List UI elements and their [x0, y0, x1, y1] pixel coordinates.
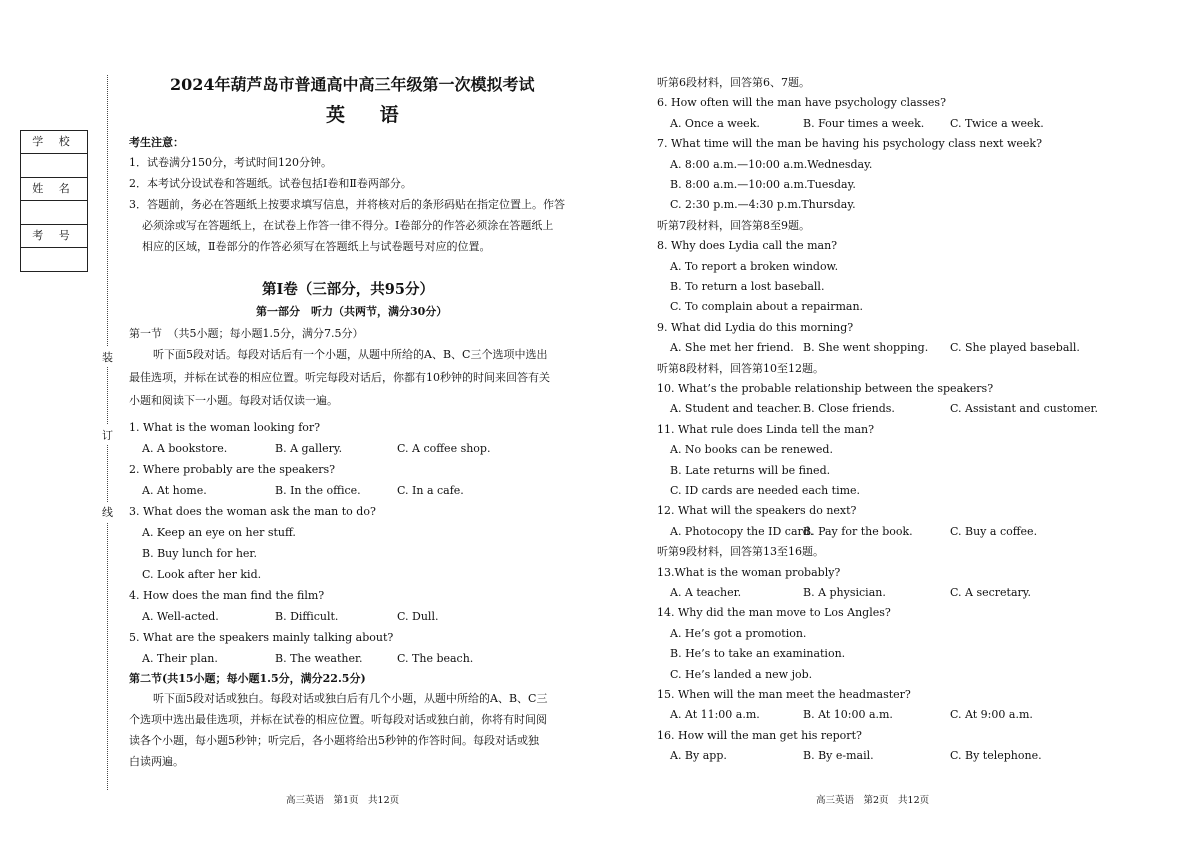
q2-option-c[interactable]: C. In a cafe.	[397, 484, 464, 497]
right-question: 15. When will the man meet the headmaster?	[657, 688, 911, 701]
right-option[interactable]: C. Buy a coffee.	[950, 524, 1038, 538]
right-question: 13.What is the woman probably?	[657, 565, 841, 579]
exam-number-field[interactable]	[21, 248, 87, 271]
notice-item-3-cont2: 相应的区域，Ⅱ卷部分的作答必须写在答题纸上与试卷题号对应的位置。	[142, 240, 491, 253]
notice-item-2: 2．本考试分设试卷和答题纸。试卷包括Ⅰ卷和Ⅱ卷两部分。	[129, 177, 412, 190]
school-label: 学 校	[21, 131, 87, 154]
subject-title: 英 语	[326, 104, 413, 126]
part-title: 第Ⅰ卷（三部分，共95分）	[262, 281, 434, 298]
question-1: 1. What is the woman looking for?	[129, 421, 321, 434]
material-instruction: 听第6段材料，回答第6、7题。	[657, 76, 810, 89]
section2-heading: 第二节(共15小题；每小题1.5分，满分22.5分)	[129, 672, 366, 685]
q2-option-a[interactable]: A. At home.	[142, 484, 207, 497]
q5-option-a[interactable]: A. Their plan.	[142, 652, 218, 665]
q1-option-c[interactable]: C. A coffee shop.	[397, 442, 491, 455]
section1-instr-2: 最佳选项，并标在试卷的相应位置。听完每段对话后，你都有10秒钟的时间来回答有关	[129, 371, 550, 384]
right-option[interactable]: B. She went shopping.	[803, 341, 929, 355]
right-option[interactable]: C. A secretary.	[950, 586, 1032, 599]
right-option[interactable]: A. Photocopy the ID card.	[670, 524, 814, 538]
exam-number-label: 考 号	[21, 225, 87, 248]
binding-char-xian: 线	[102, 502, 113, 522]
section2-instr-2: 个选项中选出最佳选项，并标在试卷的相应位置。听每段对话或独白前，你将有时间阅	[129, 713, 547, 726]
right-option[interactable]: B. At 10:00 a.m.	[803, 708, 893, 722]
right-option[interactable]: B. Pay for the book.	[803, 524, 913, 538]
q3-option-c[interactable]: C. Look after her kid.	[142, 568, 262, 581]
right-option[interactable]: C. 2:30 p.m.—4:30 p.m.Thursday.	[670, 198, 856, 212]
right-option[interactable]: A. 8:00 a.m.—10:00 a.m.Wednesday.	[670, 157, 873, 171]
right-option[interactable]: A. He’s got a promotion.	[670, 626, 807, 640]
material-instruction: 听第8段材料，回答第10至12题。	[657, 361, 824, 375]
section1-instr-3: 小题和阅读下一小题。每段对话仅读一遍。	[129, 394, 338, 407]
q2-option-b[interactable]: B. In the office.	[275, 484, 361, 497]
right-question: 10. What’s the probable relationship between the speakers?	[657, 382, 994, 395]
right-option[interactable]: B. Close friends.	[803, 402, 895, 416]
name-label: 姓 名	[21, 178, 87, 201]
q1-option-a[interactable]: A. A bookstore.	[142, 442, 228, 455]
right-option[interactable]: B. 8:00 a.m.—10:00 a.m.Tuesday.	[670, 178, 856, 191]
right-question: 11. What rule does Linda tell the man?	[657, 422, 874, 436]
q1-option-b[interactable]: B. A gallery.	[275, 442, 343, 455]
right-question: 6. How often will the man have psychology classes?	[657, 96, 946, 110]
page-footer-right: 高三英语 第2页 共12页	[816, 795, 930, 806]
section-title: 第一部分 听力（共两节，满分30分）	[256, 305, 448, 318]
question-3: 3. What does the woman ask the man to do?	[129, 505, 376, 518]
q5-option-b[interactable]: B. The weather.	[275, 652, 363, 665]
section2-instr-1: 听下面5段对话或独白。每段对话或独白后有几个小题，从题中所给的A、B、C三	[153, 692, 548, 705]
right-option[interactable]: B. By e-mail.	[803, 749, 874, 763]
right-option[interactable]: A. By app.	[670, 749, 727, 763]
section1-instr-1: 听下面5段对话。每段对话后有一个小题，从题中所给的A、B、C三个选项中选出	[153, 348, 548, 361]
right-option[interactable]: B. To return a lost baseball.	[670, 280, 825, 293]
right-option[interactable]: C. She played baseball.	[950, 341, 1080, 355]
right-option[interactable]: C. Assistant and customer.	[950, 402, 1098, 416]
student-info-box	[20, 130, 88, 272]
section2-instr-4: 白读两遍。	[129, 755, 184, 768]
notice-heading: 考生注意：	[129, 136, 184, 149]
right-option[interactable]: C. By telephone.	[950, 749, 1042, 763]
right-option[interactable]: B. He’s to take an examination.	[670, 647, 846, 661]
right-option[interactable]: A. Student and teacher.	[670, 402, 802, 416]
exam-title: 2024年葫芦岛市普通高中高三年级第一次模拟考试	[170, 75, 535, 94]
question-4: 4. How does the man find the film?	[129, 589, 325, 602]
q4-option-c[interactable]: C. Dull.	[397, 610, 439, 623]
question-2: 2. Where probably are the speakers?	[129, 463, 336, 476]
right-option[interactable]: B. A physician.	[803, 586, 886, 599]
right-option[interactable]: A. A teacher.	[670, 586, 742, 599]
binding-char-ding: 订	[102, 425, 113, 445]
right-option[interactable]: A. Once a week.	[670, 116, 760, 130]
right-question: 9. What did Lydia do this morning?	[657, 320, 854, 334]
page-footer-left: 高三英语 第1页 共12页	[286, 795, 400, 806]
right-option[interactable]: A. She met her friend.	[670, 341, 794, 355]
right-option[interactable]: A. At 11:00 a.m.	[670, 708, 760, 722]
right-question: 14. Why did the man move to Los Angles?	[657, 606, 891, 620]
notice-item-3-cont: 必须涂或写在答题纸上，在试卷上作答一律不得分。Ⅰ卷部分的作答必须涂在答题纸上	[142, 219, 554, 232]
right-option[interactable]: C. Twice a week.	[950, 116, 1044, 130]
right-question: 8. Why does Lydia call the man?	[657, 239, 838, 253]
right-option[interactable]: C. ID cards are needed each time.	[670, 484, 861, 497]
section1-heading: 第一节 （共5小题；每小题1.5分，满分7.5分）	[129, 327, 364, 340]
right-question: 7. What time will the man be having his psychology class next week?	[657, 137, 1042, 151]
school-field[interactable]	[21, 154, 87, 178]
q3-option-b[interactable]: B. Buy lunch for her.	[142, 547, 257, 560]
question-5: 5. What are the speakers mainly talking about?	[129, 631, 394, 644]
q5-option-c[interactable]: C. The beach.	[397, 652, 474, 665]
q3-option-a[interactable]: A. Keep an eye on her stuff.	[142, 526, 296, 539]
right-option[interactable]: B. Late returns will be fined.	[670, 463, 831, 477]
right-option[interactable]: B. Four times a week.	[803, 116, 925, 130]
right-option[interactable]: C. He’s landed a new job.	[670, 667, 813, 681]
right-option[interactable]: C. To complain about a repairman.	[670, 300, 864, 314]
q4-option-b[interactable]: B. Difficult.	[275, 610, 339, 623]
name-field[interactable]	[21, 201, 87, 225]
right-question: 12. What will the speakers do next?	[657, 504, 857, 518]
q4-option-a[interactable]: A. Well-acted.	[142, 610, 219, 623]
material-instruction: 听第7段材料，回答第8至9题。	[657, 218, 810, 232]
right-option[interactable]: C. At 9:00 a.m.	[950, 708, 1033, 722]
right-option[interactable]: A. No books can be renewed.	[670, 443, 833, 457]
section2-instr-3: 读各个小题，每小题5秒钟；听完后，各小题将给出5秒钟的作答时间。每段对话或独	[129, 734, 539, 747]
notice-item-1: 1．试卷满分150分，考试时间120分钟。	[129, 156, 332, 169]
right-question: 16. How will the man get his report?	[657, 728, 862, 742]
material-instruction: 听第9段材料，回答第13至16题。	[657, 545, 824, 559]
binding-char-zhuang: 装	[102, 347, 113, 367]
right-option[interactable]: A. To report a broken window.	[670, 259, 839, 273]
notice-item-3: 3．答题前，务必在答题纸上按要求填写信息，并将核对后的条形码贴在指定位置上。作答	[129, 198, 565, 211]
